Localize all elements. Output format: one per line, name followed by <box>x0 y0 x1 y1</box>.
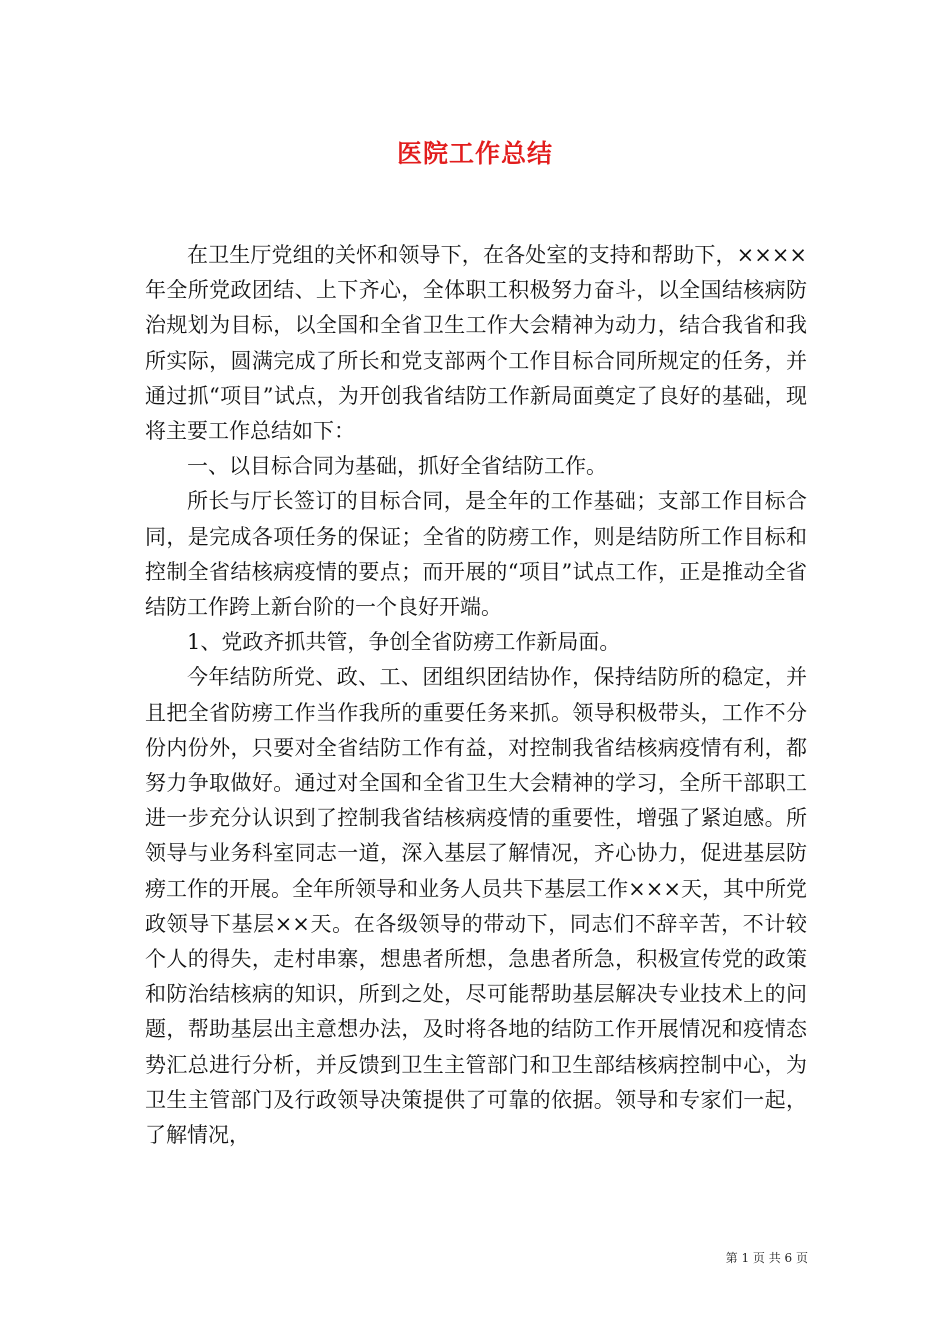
page-number: 第 1 页 共 6 页 <box>725 1251 808 1265</box>
section-heading-1: 一、以目标合同为基础，抓好全省结防工作。 <box>187 454 607 479</box>
document-body <box>145 238 807 1153</box>
section-1-paragraph: 所长与厅长签订的目标合同，是全年的工作基础；支部工作目标合同，是完成各项任务的保证；全省的防痨工作，则是结防所工作目标和控制全省结核病疫情的要点；而开展的“项目”试点工作，正是推动全省结防工作跨上新台阶的一个良好开端。 <box>145 489 807 620</box>
subsection-1-paragraph: 今年结防所党、政、工、团组织团结协作，保持结防所的稳定，并且把全省防痨工作当作我所的重要任务来抓。领导积极带头，工作不分份内份外，只要对全省结防工作有益，对控制我省结核病疫情有利，都努力争取做好。通过对全国和全省卫生大会精神的学习，全所干部职工进一步充分认识到了控制我省结核病疫情的重要性，增强了紧迫感。所领导与业务科室同志一道，深入基层了解情况，齐心协力，促进基层防痨工作的开展。全年所领导和业务人员共下基层工作×××天，其中所党政领导下基层××天。在各级领导的带动下，同志们不辞辛苦，不计较个人的得失，走村串寨，想患者所想，急患者所急，积极宣传党的政策和防治结核病的知识，所到之处，尽可能帮助基层解决专业技术上的问题，帮助基层出主意想办法，及时将各地的结防工作开展情况和疫情态势汇总进行分析，并反馈到卫生主管部门和卫生部结核病控制中心，为卫生主管部门及行政领导决策提供了可靠的依据。领导和专家们一起，了解情况， <box>145 665 807 1148</box>
page-title: 医院工作总结 <box>396 139 553 168</box>
subsection-heading-1: 1、党政齐抓共管，争创全省防痨工作新局面。 <box>187 630 621 655</box>
intro-paragraph: 在卫生厅党组的关怀和领导下，在各处室的支持和帮助下，××××年全所党政团结、上下齐心，全体职工积极努力奋斗，以全国结核病防治规划为目标，以全国和全省卫生工作大会精神为动力，结合我省和我所实际，圆满完成了所长和党支部两个工作目标合同所规定的任务，并通过抓“项目”试点，为开创我省结防工作新局面奠定了良好的基础，现将主要工作总结如下： <box>145 243 807 444</box>
